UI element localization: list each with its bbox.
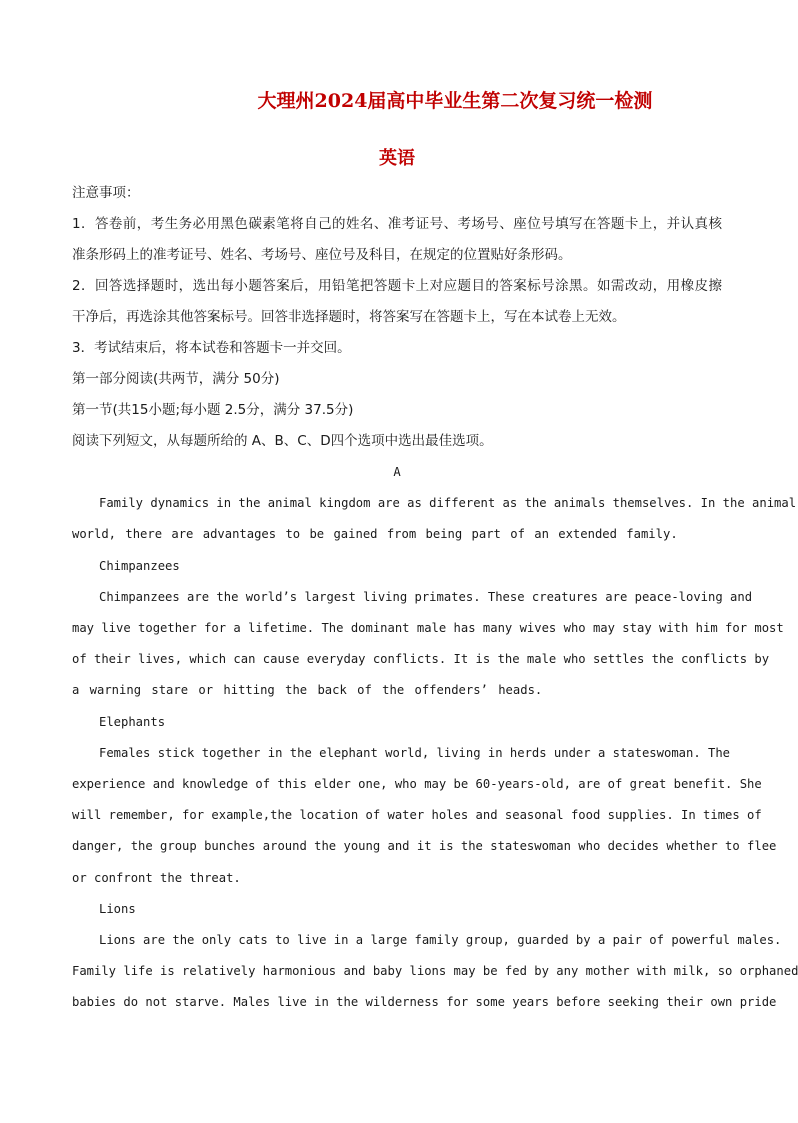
instruction-2-line-1: 2．回答选择题时，选出每小题答案后，用铅笔把答题卡上对应题目的答案标号涂黑。如需改动，用橡皮擦 bbox=[72, 278, 722, 294]
instructions-heading: 注意事项： bbox=[72, 185, 140, 201]
exam-title: 大理州2024届高中毕业生第二次复习统一检测 bbox=[257, 90, 653, 112]
lions-line-1: Lions are the only cats to live in a large family group, guarded by a pair of powerful males. bbox=[99, 933, 782, 948]
instruction-1-line-2: 准条形码上的准考证号、姓名、考场号、座位号及科目，在规定的位置贴好条形码。 bbox=[72, 247, 572, 263]
section-1-heading: 第一节(共15小题;每小题 2.5分，满分 37.5分) bbox=[72, 402, 354, 418]
instruction-1-line-1: 1．答卷前，考生务必用黑色碳素笔将自己的姓名、准考证号、考场号、座位号填写在答题卡上，并认真核 bbox=[72, 216, 722, 232]
chimpanzees-line-2: may live together for a lifetime. The dominant male has many wives who may stay with him for most bbox=[72, 621, 784, 636]
lions-line-2: Family life is relatively harmonious and baby lions may be fed by any mother with milk, so orphaned bbox=[72, 964, 798, 979]
lions-heading: Lions bbox=[99, 901, 136, 916]
elephants-line-5: or confront the threat. bbox=[72, 870, 241, 885]
elephants-line-4: danger, the group bunches around the young and it is the stateswoman who decides whether to flee bbox=[72, 839, 777, 854]
lions-line-3: babies do not starve. Males live in the wilderness for some years before seeking their own pride bbox=[72, 995, 777, 1010]
chimpanzees-line-1: Chimpanzees are the world’s largest living primates. These creatures are peace-loving and bbox=[99, 589, 753, 604]
instruction-2-line-2: 干净后，再选涂其他答案标号。回答非选择题时，将答案写在答题卡上，写在本试卷上无效。 bbox=[72, 309, 626, 325]
passage-intro-line-2: world, there are advantages to be gained from being part of an extended family. bbox=[72, 527, 678, 542]
chimpanzees-line-3: of their lives, which can cause everyday conflicts. It is the male who settles the conflicts by bbox=[72, 652, 770, 667]
chimpanzees-heading: Chimpanzees bbox=[99, 558, 180, 573]
passage-intro-line-1: Family dynamics in the animal kingdom are as different as the animals themselves. In the animal bbox=[99, 496, 797, 511]
subject-heading: 英语 bbox=[379, 148, 415, 169]
chimpanzees-line-4: a warning stare or hitting the back of the offenders’ heads. bbox=[72, 683, 543, 698]
elephants-heading: Elephants bbox=[99, 714, 166, 729]
part-1-heading: 第一部分阅读(共两节，满分 50分) bbox=[72, 371, 280, 387]
reading-directions: 阅读下列短文，从每题所给的 A、B、C、D四个选项中选出最佳选项。 bbox=[72, 433, 493, 449]
elephants-line-1: Females stick together in the elephant world, living in herds under a stateswoman. The bbox=[99, 745, 731, 760]
elephants-line-3: will remember, for example,the location of water holes and seasonal food supplies. In times of bbox=[72, 808, 762, 823]
elephants-line-2: experience and knowledge of this elder one, who may be 60-years-old, are of great benefit. She bbox=[72, 777, 762, 792]
instruction-3: 3．考试结束后，将本试卷和答题卡一并交回。 bbox=[72, 340, 351, 356]
exam-body bbox=[72, 178, 798, 1019]
passage-label: A bbox=[393, 465, 401, 479]
